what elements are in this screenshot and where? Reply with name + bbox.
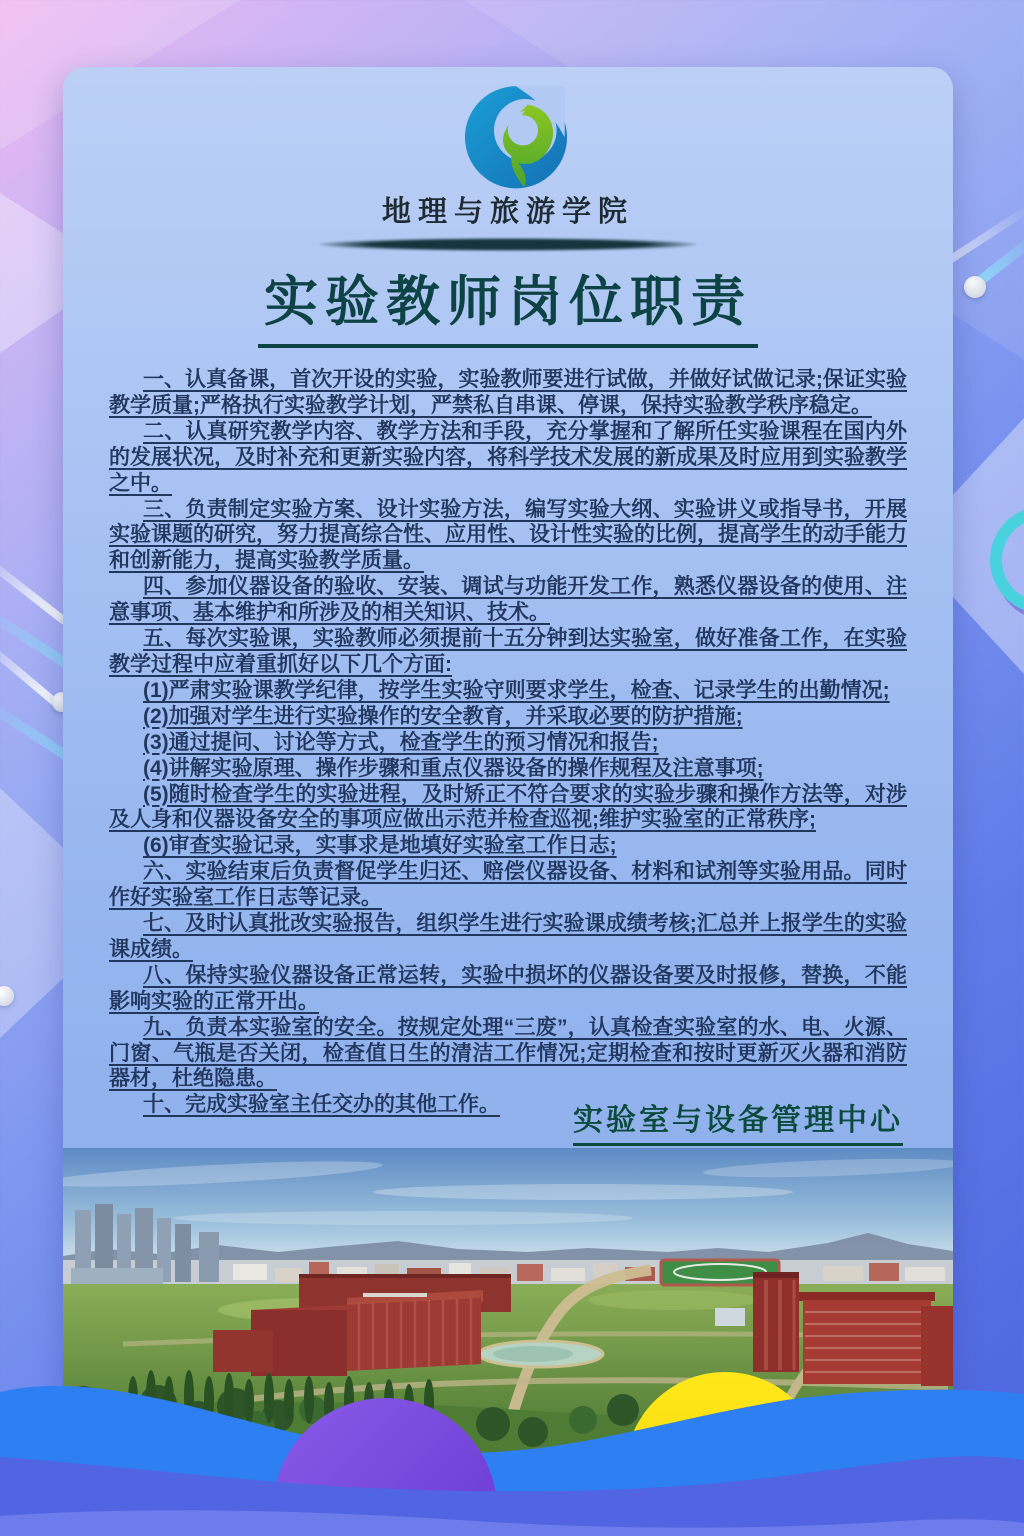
- responsibility-subitem: (1)严肃实验课教学纪律，按学生实验守则要求学生，检查、记录学生的出勤情况;: [143, 678, 890, 702]
- poster-title-wrap: [63, 259, 953, 348]
- decor-line-icon: [0, 549, 70, 627]
- responsibilities-list: [109, 367, 907, 1118]
- signature: 实验室与设备管理中心: [573, 1095, 903, 1146]
- decor-ball-icon: [964, 276, 986, 298]
- college-name: 地理与旅游学院: [381, 196, 634, 228]
- college-logo-swirl-icon: [458, 77, 574, 193]
- responsibility-item: 八、保持实验仪器设备正常运转，实验中损坏的仪器设备要及时报修，替换，不能影响实验的正常开出。: [109, 963, 907, 1013]
- title-divider: [319, 238, 697, 251]
- responsibility-item: 十、完成实验室主任交办的其他工作。: [143, 1093, 500, 1117]
- responsibility-subitem: (6)审查实验记录，实事求是地填好实验室工作日志;: [143, 834, 617, 858]
- responsibility-item: 四、参加仪器设备的验收、安装、调试与功能开发工作，熟悉仪器设备的使用、注意事项、基本维护和所涉及的相关知识、技术。: [109, 575, 907, 625]
- responsibility-subitem: (5)随时检查学生的实验进程，及时矫正不符合要求的实验步骤和操作方法等，对涉及人身和仪器设备安全的事项应做出示范并检查巡视;维护实验室的正常秩序;: [109, 782, 907, 832]
- responsibility-item: 七、及时认真批改实验报告，组织学生进行实验课成绩考核;汇总并上报学生的实验课成绩。: [109, 912, 907, 961]
- responsibility-item: 二、认真研究教学内容、教学方法和手段，充分掌握和了解所任实验课程在国内外的发展状况，及时补充和更新实验内容，将科学技术发展的新成果及时应用到实验教学之中。: [109, 419, 907, 495]
- responsibility-subitem: (4)讲解实验原理、操作步骤和重点仪器设备的操作规程及注意事项;: [143, 756, 764, 780]
- responsibility-subitem: (2)加强对学生进行实验操作的安全教育，并采取必要的防护措施;: [143, 704, 743, 728]
- footer-waves: [0, 1300, 1024, 1536]
- responsibility-item: 五、每次实验课，实验教师必须提前十五分钟到达实验室，做好准备工作，在实验教学过程中应着重抓好以下几个方面:: [109, 627, 907, 676]
- responsibility-item: 三、负责制定实验方案、设计实验方法，编写实验大纲、实验讲义或指导书，开展实验课题的研究，努力提高综合性、应用性、设计性实验的比例，提高学生的动手能力和创新能力，提高实验教学质量。: [109, 497, 907, 573]
- responsibility-item: 六、实验结束后负责督促学生归还、赔偿仪器设备、材料和试剂等实验用品。同时作好实验室工作日志等记录。: [109, 860, 907, 910]
- responsibility-item: 九、负责本实验室的安全。按规定处理“三废”，认真检查实验室的水、电、火源、门窗、气瓶是否关闭，检查值日生的清洁工作情况;定期检查和按时更新灭火器和消防器材，杜绝隐患。: [109, 1015, 907, 1091]
- responsibility-subitem: (3)通过提问、讨论等方式，检查学生的预习情况和报告;: [143, 730, 659, 754]
- responsibility-item: 一、认真备课，首次开设的实验，实验教师要进行试做，并做好试做记录;保证实验教学质量;严格执行实验教学计划，严禁私自串课、停课，保持实验教学秩序稳定。: [109, 368, 907, 417]
- poster-title: 实验教师岗位职责: [258, 259, 758, 348]
